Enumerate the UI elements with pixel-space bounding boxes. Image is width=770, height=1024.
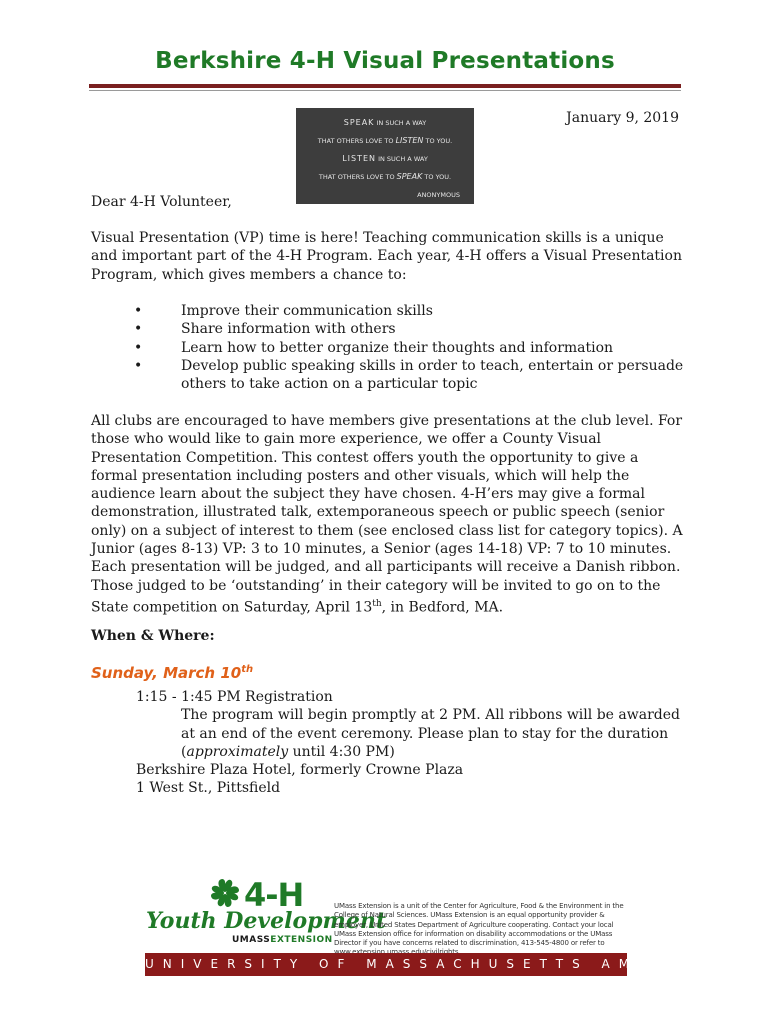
logo-4h: 4-H (244, 876, 304, 914)
letter-date: January 9, 2019 (566, 110, 679, 126)
program-note-emph: approximately (186, 743, 289, 760)
event-day-text: Sunday, March 10 (91, 664, 242, 682)
quote-text: THAT OTHERS LOVE TO (318, 173, 397, 181)
bullet-icon: • (134, 321, 143, 338)
quote-text: TO YOU. (422, 173, 452, 181)
quote-text: TO YOU. (423, 137, 453, 145)
quote-text: IN SUCH A WAY (374, 119, 427, 127)
quote-image (296, 108, 474, 204)
venue-name: Berkshire Plaza Hotel, formerly Crowne Plaza (136, 762, 464, 779)
list-item-text: Share information with others (181, 321, 396, 338)
quote-emph: LISTEN (395, 136, 424, 145)
registration-time: 1:15 - 1:45 PM Registration (136, 689, 333, 705)
list-item (134, 320, 694, 338)
benefits-list (134, 302, 694, 393)
intro-paragraph: Visual Presentation (VP) time is here! Teaching communication skills is a unique and important part of the 4-H Program. Each year, 4-H offers a Visual Presentation Program, which gives members a chance to: (91, 230, 682, 283)
quote-emph: SPEAK (343, 118, 375, 127)
title-rule-thin (89, 90, 681, 91)
university-banner: UNIVERSITY OF MASSACHUSETTS AMHERST (145, 953, 627, 976)
greeting: Dear 4-H Volunteer, (91, 194, 232, 210)
logo-youth-development: Youth Development (146, 908, 386, 934)
event-schedule (136, 688, 681, 798)
logo-umass-extension (232, 935, 333, 945)
program-note (136, 706, 681, 761)
bullet-icon: • (134, 339, 143, 356)
details-text: All clubs are encouraged to have members give presentations at the club level. For those who would like to gain more experience, we offer a County Visual Presentation Competition. This contest offers youth the opportunity to give a formal presentation including posters and other visuals, which will help the audience learn about the subject they have chosen. 4-H’ers may give a formal demonstration, illustrated talk, extemporaneous speech or public speech (senior only) on a subject of interest to them (see enclosed class list for category topics). A Junior (ages 8-13) VP: 3 to 10 minutes, a Senior (ages 14-18) VP: 7 to 10 minutes. Each presentation will be judged, and all participants will receive a Danish ribbon. Those judged to be ‘outstanding’ in their category will be invited to go on to the State competition on Saturday, April 13 (91, 413, 683, 616)
list-item (134, 357, 694, 394)
nondiscrimination-statement: UMass Extension is a unit of the Center for Agriculture, Food & the Environment in the College of Natural Sciences. UMass Extension is an equal opportunity provider & employer, United States Department of Agriculture cooperating. Contact your local UMass Extension office for information on disability accommodations or the UMass Director if you have concerns related to discrimination, 413-545-4800 or refer to (334, 902, 624, 948)
logo-umass: UMASS (232, 935, 271, 945)
quote-text: THAT OTHERS LOVE TO (317, 137, 396, 145)
clover-icon (208, 876, 242, 910)
ordinal-suffix: th (372, 598, 382, 609)
ordinal-suffix: th (241, 664, 254, 675)
bullet-icon: • (134, 303, 143, 319)
logo-extension: EXTENSION (270, 935, 333, 945)
details-text-end: , in Bedford, MA. (381, 599, 504, 616)
list-item-text: Develop public speaking skills in order to teach, entertain or persuade others to take action on a particular topic (181, 357, 684, 393)
when-where-heading: When & Where: (91, 628, 215, 644)
quote-attribution: ANONYMOUS (417, 191, 460, 199)
program-note-end: until 4:30 PM) (288, 743, 395, 760)
list-item-text: Learn how to better organize their thoughts and information (181, 339, 614, 356)
title-rule-thick (89, 84, 681, 88)
quote-text: IN SUCH A WAY (376, 155, 428, 163)
bullet-icon: • (134, 357, 143, 374)
list-item-text: Improve their communication skills (181, 303, 433, 319)
quote-emph: SPEAK (396, 172, 423, 181)
details-paragraph (91, 412, 686, 617)
event-day (91, 664, 253, 682)
4h-youth-development-logo (146, 876, 386, 948)
list-item (134, 339, 694, 357)
list-item (134, 302, 694, 320)
quote-emph: LISTEN (342, 154, 377, 163)
page-title: Berkshire 4-H Visual Presentations (155, 48, 615, 74)
program-note-text: The program will begin promptly at 2 PM. All ribbons will be awarded at an end of the event ceremony. Please plan to stay for the duration ( (181, 707, 680, 760)
venue-address: 1 West St., Pittsfield (136, 780, 281, 797)
